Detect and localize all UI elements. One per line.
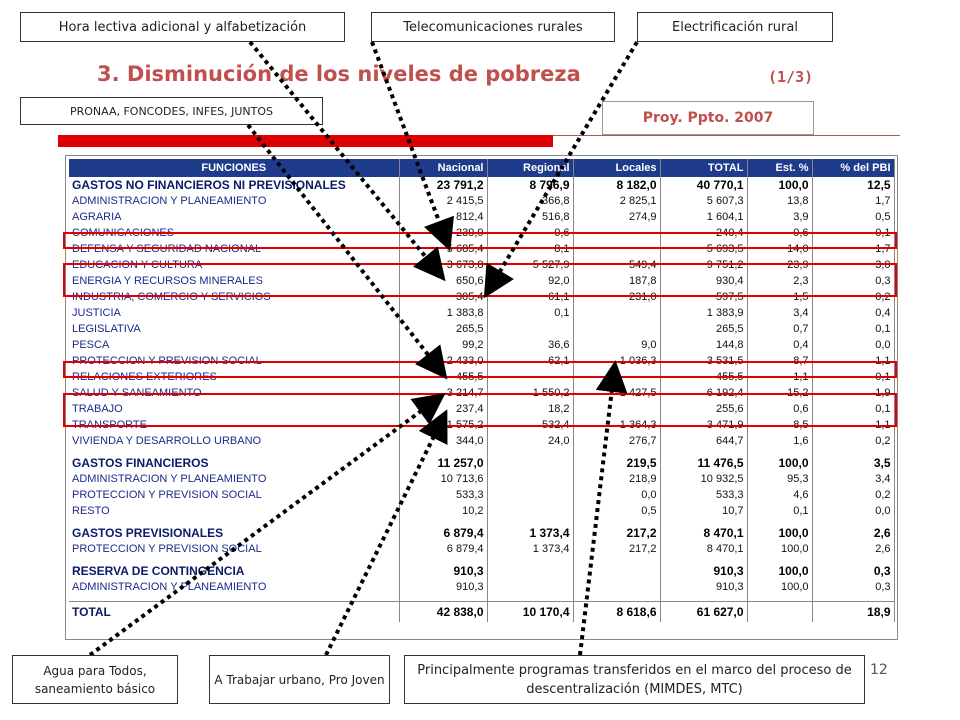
row-value: 0,6 xyxy=(747,401,812,417)
table-row xyxy=(69,337,894,353)
row-value: 62,1 xyxy=(487,353,573,369)
row-value: 8,1 xyxy=(487,241,573,257)
table-row xyxy=(69,525,894,541)
row-value: 597,5 xyxy=(660,289,747,305)
row-value: 3,4 xyxy=(747,305,812,321)
row-value: 305,4 xyxy=(399,289,487,305)
row-value: 18,9 xyxy=(812,602,894,623)
row-value: 910,3 xyxy=(660,579,747,595)
row-value: 4,6 xyxy=(747,487,812,503)
row-value: 930,4 xyxy=(660,273,747,289)
row-label: RELACIONES EXTERIORES xyxy=(69,369,399,385)
row-value: 61 627,0 xyxy=(660,602,747,623)
row-value: 8 470,1 xyxy=(660,541,747,557)
row-value: 61,1 xyxy=(487,289,573,305)
row-value xyxy=(573,579,660,595)
row-value: 1 575,2 xyxy=(399,417,487,433)
row-value: 3,5 xyxy=(812,455,894,471)
part-indicator: (1/3) xyxy=(768,68,814,86)
table-row xyxy=(69,602,894,623)
row-label: PROTECCION Y PREVISION SOCIAL xyxy=(69,353,399,369)
table-row xyxy=(69,455,894,471)
row-value: 1 373,4 xyxy=(487,541,573,557)
highlight-proteccion xyxy=(63,361,897,378)
row-label: GASTOS NO FINANCIEROS NI PREVISIONALES xyxy=(69,177,399,193)
row-value xyxy=(487,563,573,579)
row-value: 10 713,6 xyxy=(399,471,487,487)
row-label: TRABAJO xyxy=(69,401,399,417)
row-value: 274,9 xyxy=(573,209,660,225)
row-value: 516,8 xyxy=(487,209,573,225)
title-divider xyxy=(553,135,900,136)
row-value: 9,0 xyxy=(573,337,660,353)
row-value: 2 825,1 xyxy=(573,193,660,209)
row-value: 650,6 xyxy=(399,273,487,289)
row-value: 0,1 xyxy=(812,401,894,417)
row-value xyxy=(487,321,573,337)
row-value: 100,0 xyxy=(747,455,812,471)
row-value: 910,3 xyxy=(399,563,487,579)
row-value: 533,3 xyxy=(399,487,487,503)
callout-electrification: Electrificación rural xyxy=(637,12,833,42)
callout-literacy: Hora lectiva adicional y alfabetización xyxy=(20,12,345,42)
row-label: GASTOS PREVISIONALES xyxy=(69,525,399,541)
row-value: 239,9 xyxy=(399,225,487,241)
row-label: JUSTICIA xyxy=(69,305,399,321)
col-header: Nacional xyxy=(399,159,487,177)
row-value: 2 433,0 xyxy=(399,353,487,369)
row-value: 9 751,2 xyxy=(660,257,747,273)
row-value: 18,2 xyxy=(487,401,573,417)
row-label: AGRARIA xyxy=(69,209,399,225)
row-value xyxy=(573,321,660,337)
row-value: 1 604,1 xyxy=(660,209,747,225)
row-label: PESCA xyxy=(69,337,399,353)
row-value: 1,9 xyxy=(812,385,894,401)
row-value xyxy=(487,471,573,487)
row-value: 3 673,8 xyxy=(399,257,487,273)
row-value: 0,3 xyxy=(812,273,894,289)
row-label: SALUD Y SANEAMIENTO xyxy=(69,385,399,401)
row-value: 1 383,8 xyxy=(399,305,487,321)
row-label: COMUNICACIONES xyxy=(69,225,399,241)
row-value: 532,4 xyxy=(487,417,573,433)
table-row xyxy=(69,471,894,487)
col-header: Locales xyxy=(573,159,660,177)
row-value: 1,5 xyxy=(747,289,812,305)
row-value: 1,7 xyxy=(812,241,894,257)
table-row xyxy=(69,487,894,503)
row-value: 533,3 xyxy=(660,487,747,503)
row-value: 36,6 xyxy=(487,337,573,353)
row-value: 3,9 xyxy=(747,209,812,225)
row-value: 10 932,5 xyxy=(660,471,747,487)
table-row xyxy=(69,193,894,209)
row-value: 549,4 xyxy=(573,257,660,273)
col-header: % del PBI xyxy=(812,159,894,177)
row-value: 0,1 xyxy=(487,305,573,321)
row-value: 0,1 xyxy=(812,225,894,241)
col-header: Regional xyxy=(487,159,573,177)
row-value: 217,2 xyxy=(573,525,660,541)
table-row xyxy=(69,563,894,579)
row-value: 255,6 xyxy=(660,401,747,417)
row-label: EDUCACION Y CULTURA xyxy=(69,257,399,273)
row-value: 2,6 xyxy=(812,525,894,541)
row-value: 237,4 xyxy=(399,401,487,417)
row-value: 0,4 xyxy=(812,305,894,321)
row-value: 344,0 xyxy=(399,433,487,449)
row-value: 2,3 xyxy=(747,273,812,289)
row-value xyxy=(487,579,573,595)
row-value: 0,2 xyxy=(812,433,894,449)
row-value: 1 383,9 xyxy=(660,305,747,321)
row-value: 3 531,5 xyxy=(660,353,747,369)
callout-social-programs: PRONAA, FONCODES, INFES, JUNTOS xyxy=(20,97,323,125)
row-value: 23,9 xyxy=(747,257,812,273)
row-value: 6 879,4 xyxy=(399,541,487,557)
row-value: 0,0 xyxy=(573,487,660,503)
row-value: 812,4 xyxy=(399,209,487,225)
row-label: DEFENSA Y SEGURIDAD NACIONAL xyxy=(69,241,399,257)
row-value: 1,1 xyxy=(812,417,894,433)
row-label: RESTO xyxy=(69,503,399,519)
row-label: ADMINISTRACION Y PLANEAMIENTO xyxy=(69,579,399,595)
budget-label: Proy. Ppto. 2007 xyxy=(602,101,814,135)
row-value: 24,0 xyxy=(487,433,573,449)
row-value: 6 192,4 xyxy=(660,385,747,401)
row-value: 0,7 xyxy=(747,321,812,337)
row-value: 8 470,1 xyxy=(660,525,747,541)
row-value: 265,5 xyxy=(399,321,487,337)
row-value: 1,1 xyxy=(812,353,894,369)
table-row xyxy=(69,579,894,595)
row-value: 23 791,2 xyxy=(399,177,487,193)
table-row xyxy=(69,209,894,225)
row-value: 276,7 xyxy=(573,433,660,449)
row-value: 0,1 xyxy=(812,321,894,337)
row-value: 5 685,4 xyxy=(399,241,487,257)
row-value: 1,6 xyxy=(747,433,812,449)
row-value: 13,8 xyxy=(747,193,812,209)
row-value: 15,2 xyxy=(747,385,812,401)
row-value: 6 879,4 xyxy=(399,525,487,541)
row-label: PROTECCION Y PREVISION SOCIAL xyxy=(69,487,399,503)
row-value: 8,7 xyxy=(747,353,812,369)
row-value: 1,7 xyxy=(812,193,894,209)
table-row xyxy=(69,305,894,321)
row-value: 455,5 xyxy=(399,369,487,385)
row-value: 95,3 xyxy=(747,471,812,487)
budget-table xyxy=(69,159,895,622)
row-label: ADMINISTRACION Y PLANEAMIENTO xyxy=(69,193,399,209)
row-value: 0,2 xyxy=(812,487,894,503)
row-value: 910,3 xyxy=(399,579,487,595)
row-value: 8 796,9 xyxy=(487,177,573,193)
callout-decentralization: Principalmente programas transferidos en el marco del proceso de descentralización (MIMDES, MTC) xyxy=(404,655,865,704)
row-value: 1 550,2 xyxy=(487,385,573,401)
row-value: 11 257,0 xyxy=(399,455,487,471)
row-value: 10,7 xyxy=(660,503,747,519)
row-label: ENERGIA Y RECURSOS MINERALES xyxy=(69,273,399,289)
row-value xyxy=(747,602,812,623)
row-value: 100,0 xyxy=(747,177,812,193)
row-value: 644,7 xyxy=(660,433,747,449)
row-value: 0,0 xyxy=(812,337,894,353)
row-value: 1 427,5 xyxy=(573,385,660,401)
row-label: VIVIENDA Y DESARROLLO URBANO xyxy=(69,433,399,449)
row-value: 217,2 xyxy=(573,541,660,557)
row-value: 2,6 xyxy=(812,541,894,557)
highlight-educacion-energia xyxy=(63,263,897,297)
row-value: 0,1 xyxy=(812,369,894,385)
callout-urban-work: A Trabajar urbano, Pro Joven xyxy=(209,655,390,704)
table-row xyxy=(69,321,894,337)
row-value: 240,4 xyxy=(660,225,747,241)
row-label: TOTAL xyxy=(69,602,399,623)
row-value xyxy=(573,563,660,579)
row-value: 3,4 xyxy=(812,471,894,487)
row-value: 218,9 xyxy=(573,471,660,487)
row-value: 219,5 xyxy=(573,455,660,471)
table-row xyxy=(69,177,894,193)
page-title: 3. Disminución de los niveles de pobreza xyxy=(97,62,581,86)
row-value: 5 693,5 xyxy=(660,241,747,257)
row-value: 40 770,1 xyxy=(660,177,747,193)
row-value: 1 373,4 xyxy=(487,525,573,541)
col-header: TOTAL xyxy=(660,159,747,177)
row-value: 42 838,0 xyxy=(399,602,487,623)
row-value: 1 364,3 xyxy=(573,417,660,433)
row-value: 0,5 xyxy=(573,503,660,519)
row-label: RESERVA DE CONTINGENCIA xyxy=(69,563,399,579)
row-value: 3,0 xyxy=(812,257,894,273)
row-label: TRANSPORTE xyxy=(69,417,399,433)
table-row xyxy=(69,503,894,519)
row-value: 265,5 xyxy=(660,321,747,337)
page-number: 12 xyxy=(870,662,888,678)
row-value: 3 471,9 xyxy=(660,417,747,433)
row-label: GASTOS FINANCIEROS xyxy=(69,455,399,471)
row-value: 0,2 xyxy=(812,289,894,305)
row-value: 1,1 xyxy=(747,369,812,385)
row-value: 10 170,4 xyxy=(487,602,573,623)
row-label: ADMINISTRACION Y PLANEAMIENTO xyxy=(69,471,399,487)
row-label: INDUSTRIA, COMERCIO Y SERVICIOS xyxy=(69,289,399,305)
row-value: 187,8 xyxy=(573,273,660,289)
row-value: 2 415,5 xyxy=(399,193,487,209)
col-header: FUNCIONES xyxy=(69,159,399,177)
row-value: 0,1 xyxy=(747,503,812,519)
row-value: 10,2 xyxy=(399,503,487,519)
row-value xyxy=(487,455,573,471)
highlight-salud-trabajo xyxy=(63,393,897,427)
row-value: 1 036,3 xyxy=(573,353,660,369)
row-value xyxy=(487,487,573,503)
row-value: 910,3 xyxy=(660,563,747,579)
callout-telecom: Telecomunicaciones rurales xyxy=(371,12,615,42)
row-value: 8 182,0 xyxy=(573,177,660,193)
highlight-comunicaciones xyxy=(63,232,897,249)
row-value: 0,6 xyxy=(747,225,812,241)
row-value: 0,3 xyxy=(812,579,894,595)
row-value xyxy=(487,503,573,519)
row-value: 8,5 xyxy=(747,417,812,433)
row-value: 100,0 xyxy=(747,525,812,541)
row-value: 8 618,6 xyxy=(573,602,660,623)
row-value: 92,0 xyxy=(487,273,573,289)
row-value: 100,0 xyxy=(747,541,812,557)
row-value: 0,3 xyxy=(812,563,894,579)
row-value: 231,0 xyxy=(573,289,660,305)
row-value: 5 527,9 xyxy=(487,257,573,273)
row-value: 0,0 xyxy=(812,503,894,519)
row-value xyxy=(573,305,660,321)
row-value: 14,0 xyxy=(747,241,812,257)
row-value: 0,5 xyxy=(812,209,894,225)
title-red-bar xyxy=(58,135,553,147)
row-label: LEGISLATIVA xyxy=(69,321,399,337)
row-value: 0,6 xyxy=(487,225,573,241)
table-row xyxy=(69,541,894,557)
col-header: Est. % xyxy=(747,159,812,177)
table-row xyxy=(69,433,894,449)
row-value: 99,2 xyxy=(399,337,487,353)
row-value: 0,4 xyxy=(747,337,812,353)
row-value: 455,5 xyxy=(660,369,747,385)
table-header-row xyxy=(69,159,894,177)
row-value: 366,8 xyxy=(487,193,573,209)
row-value: 100,0 xyxy=(747,579,812,595)
row-value: 11 476,5 xyxy=(660,455,747,471)
callout-water: Agua para Todos, saneamiento básico xyxy=(12,655,178,704)
row-label: PROTECCION Y PREVISION SOCIAL xyxy=(69,541,399,557)
row-value: 12,5 xyxy=(812,177,894,193)
row-value: 144,8 xyxy=(660,337,747,353)
row-value: 3 214,7 xyxy=(399,385,487,401)
row-value: 5 607,3 xyxy=(660,193,747,209)
row-value: 100,0 xyxy=(747,563,812,579)
